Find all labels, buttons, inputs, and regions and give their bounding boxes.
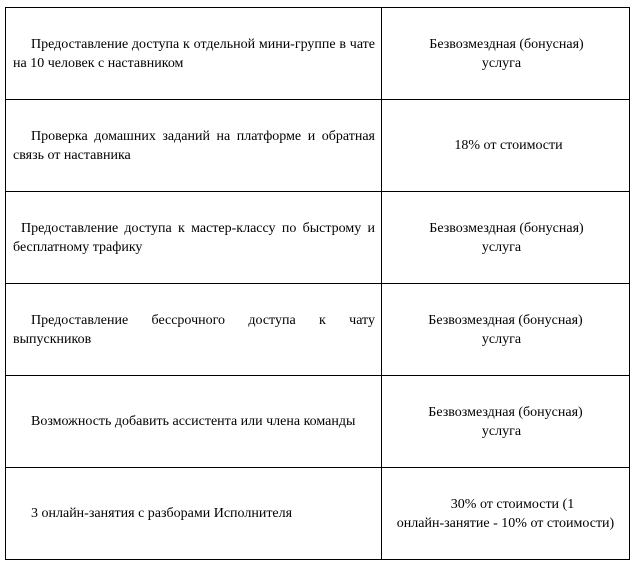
service-cell — [6, 8, 382, 100]
service-text: Предоставление бессрочного доступа к чату выпускников — [13, 312, 375, 347]
service-cell — [6, 468, 382, 560]
price-text-line: услуга — [481, 331, 522, 347]
service-text: Предоставление доступа к отдельной мини-группе в чате на 10 человек с наставником — [13, 36, 375, 71]
price-cell — [382, 376, 630, 468]
price-text-line: Безвозмездная (бонусная) — [429, 36, 584, 52]
table-row — [6, 100, 630, 192]
table-row — [6, 376, 630, 468]
price-text-line: Безвозмездная (бонусная) — [428, 404, 583, 420]
price-text-line: онлайн-занятие - 10% от стоимости) — [396, 515, 615, 531]
table-row — [6, 284, 630, 376]
service-text: 3 онлайн-занятия с разборами Исполнителя — [31, 506, 293, 521]
price-cell — [382, 8, 630, 100]
service-cell — [6, 376, 382, 468]
service-cell — [6, 284, 382, 376]
price-text-line: услуга — [481, 239, 522, 255]
price-text-line: 30% от стоимости (1 — [450, 496, 575, 512]
price-text-line: 18% от стоимости — [454, 138, 563, 153]
price-text-line: Безвозмездная (бонусная) — [428, 312, 583, 328]
table-row — [6, 8, 630, 100]
service-text: Возможность добавить ассистента или члена команды — [31, 414, 356, 429]
price-text-line: услуга — [481, 55, 522, 71]
table-row — [6, 468, 630, 560]
service-cell — [6, 100, 382, 192]
services-table — [5, 7, 630, 560]
price-cell — [382, 192, 630, 284]
service-text: Проверка домашних заданий на платформе и обратная связь от наставника — [13, 128, 375, 163]
price-cell — [382, 468, 630, 560]
price-text-line: услуга — [481, 423, 522, 439]
price-cell — [382, 284, 630, 376]
price-cell — [382, 100, 630, 192]
service-cell — [6, 192, 382, 284]
table-row — [6, 192, 630, 284]
service-text: Предоставление доступа к мастер-классу по быстрому и бесплатному трафику — [13, 220, 375, 255]
price-text-line: Безвозмездная (бонусная) — [429, 220, 584, 236]
